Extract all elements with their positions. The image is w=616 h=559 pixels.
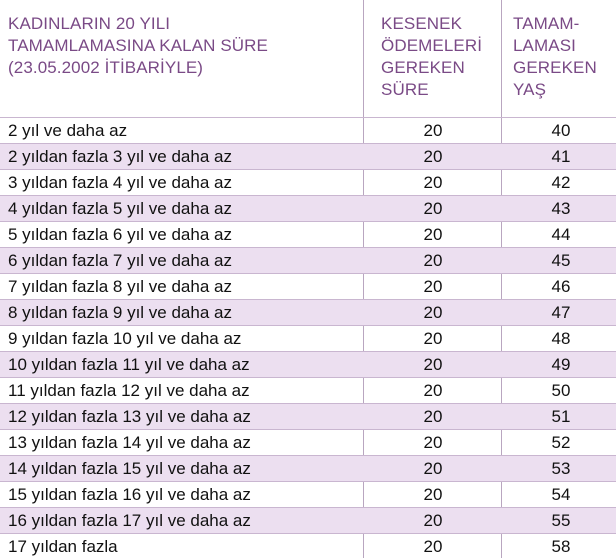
table-row (0, 299, 616, 325)
required-age-cell: 54 (551, 485, 571, 504)
remaining-time-cell: 4 yıldan fazla 5 yıl ve daha az (8, 199, 232, 218)
table-row (0, 273, 616, 299)
table-row (0, 143, 616, 169)
kesenek-period-cell: 20 (423, 433, 443, 452)
required-age-cell: 44 (551, 225, 571, 244)
kesenek-period-cell: 20 (423, 147, 443, 166)
header-text-line: GEREKEN (513, 58, 597, 77)
remaining-time-cell: 17 yıldan fazla (8, 537, 118, 556)
kesenek-period-cell: 20 (423, 251, 443, 270)
remaining-time-cell: 5 yıldan fazla 6 yıl ve daha az (8, 225, 232, 244)
kesenek-period-cell: 20 (423, 537, 443, 556)
required-age-cell: 51 (551, 407, 571, 426)
required-age-cell: 52 (551, 433, 571, 452)
kesenek-period-cell: 20 (423, 277, 443, 296)
kesenek-period-cell: 20 (423, 511, 443, 530)
remaining-time-cell: 13 yıldan fazla 14 yıl ve daha az (8, 433, 251, 452)
table-row (0, 195, 616, 221)
remaining-time-cell: 2 yıldan fazla 3 yıl ve daha az (8, 147, 232, 166)
required-age-cell: 46 (551, 277, 571, 296)
kesenek-period-cell: 20 (423, 355, 443, 374)
table-row (0, 533, 616, 559)
remaining-time-cell: 7 yıldan fazla 8 yıl ve daha az (8, 277, 232, 296)
required-age-cell: 43 (551, 199, 571, 218)
table-row (0, 481, 616, 507)
kesenek-period-cell: 20 (423, 121, 443, 140)
table-row (0, 455, 616, 481)
kesenek-period-cell: 20 (423, 303, 443, 322)
header-text-line: TAMAM- (513, 14, 580, 33)
table-row (0, 429, 616, 455)
table-row (0, 377, 616, 403)
required-age-cell: 49 (551, 355, 571, 374)
kesenek-period-cell: 20 (423, 459, 443, 478)
table-row (0, 169, 616, 195)
remaining-time-cell: 16 yıldan fazla 17 yıl ve daha az (8, 511, 251, 530)
kesenek-period-cell: 20 (423, 485, 443, 504)
header-text-line: TAMAMLAMASINA KALAN SÜRE (8, 36, 268, 55)
table-header (0, 0, 616, 117)
required-age-cell: 42 (551, 173, 571, 192)
required-age-cell: 40 (551, 121, 571, 140)
remaining-time-cell: 14 yıldan fazla 15 yıl ve daha az (8, 459, 251, 478)
kesenek-period-cell: 20 (423, 199, 443, 218)
required-age-cell: 41 (551, 147, 571, 166)
remaining-time-cell: 9 yıldan fazla 10 yıl ve daha az (8, 329, 242, 348)
kesenek-period-cell: 20 (423, 173, 443, 192)
table-row (0, 403, 616, 429)
header-text-line: SÜRE (381, 80, 429, 99)
header-text-line: ÖDEMELERİ (381, 36, 483, 55)
remaining-time-cell: 6 yıldan fazla 7 yıl ve daha az (8, 251, 232, 270)
table-row (0, 221, 616, 247)
remaining-time-cell: 11 yıldan fazla 12 yıl ve daha az (8, 381, 250, 400)
table-row (0, 507, 616, 533)
required-age-cell: 55 (551, 511, 571, 530)
remaining-time-cell: 12 yıldan fazla 13 yıl ve daha az (8, 407, 251, 426)
table-body (0, 117, 616, 559)
header-text-line: (23.05.2002 İTİBARİYLE) (8, 58, 204, 77)
header-text-line: LAMASI (513, 36, 576, 55)
header-text-line: GEREKEN (381, 58, 465, 77)
table-row (0, 117, 616, 143)
table-row (0, 351, 616, 377)
remaining-time-cell: 3 yıldan fazla 4 yıl ve daha az (8, 173, 232, 192)
remaining-time-cell: 10 yıldan fazla 11 yıl ve daha az (8, 355, 250, 374)
table-row (0, 247, 616, 273)
header-text-line: KADINLARIN 20 YILI (8, 14, 171, 33)
kesenek-period-cell: 20 (423, 407, 443, 426)
remaining-time-cell: 15 yıldan fazla 16 yıl ve daha az (8, 485, 251, 504)
header-kesenek-period (381, 13, 491, 101)
header-text-line: KESENEK (381, 14, 463, 33)
required-age-cell: 48 (551, 329, 571, 348)
kesenek-period-cell: 20 (423, 225, 443, 244)
header-required-age (513, 13, 613, 101)
required-age-cell: 58 (551, 537, 571, 556)
remaining-time-cell: 2 yıl ve daha az (8, 121, 128, 140)
table-row (0, 325, 616, 351)
header-text-line: YAŞ (513, 80, 547, 99)
required-age-cell: 47 (551, 303, 571, 322)
required-age-cell: 53 (551, 459, 571, 478)
required-age-cell: 45 (551, 251, 571, 270)
header-remaining-time (8, 13, 353, 79)
remaining-time-cell: 8 yıldan fazla 9 yıl ve daha az (8, 303, 232, 322)
kesenek-period-cell: 20 (423, 329, 443, 348)
required-age-cell: 50 (551, 381, 571, 400)
kesenek-period-cell: 20 (423, 381, 443, 400)
